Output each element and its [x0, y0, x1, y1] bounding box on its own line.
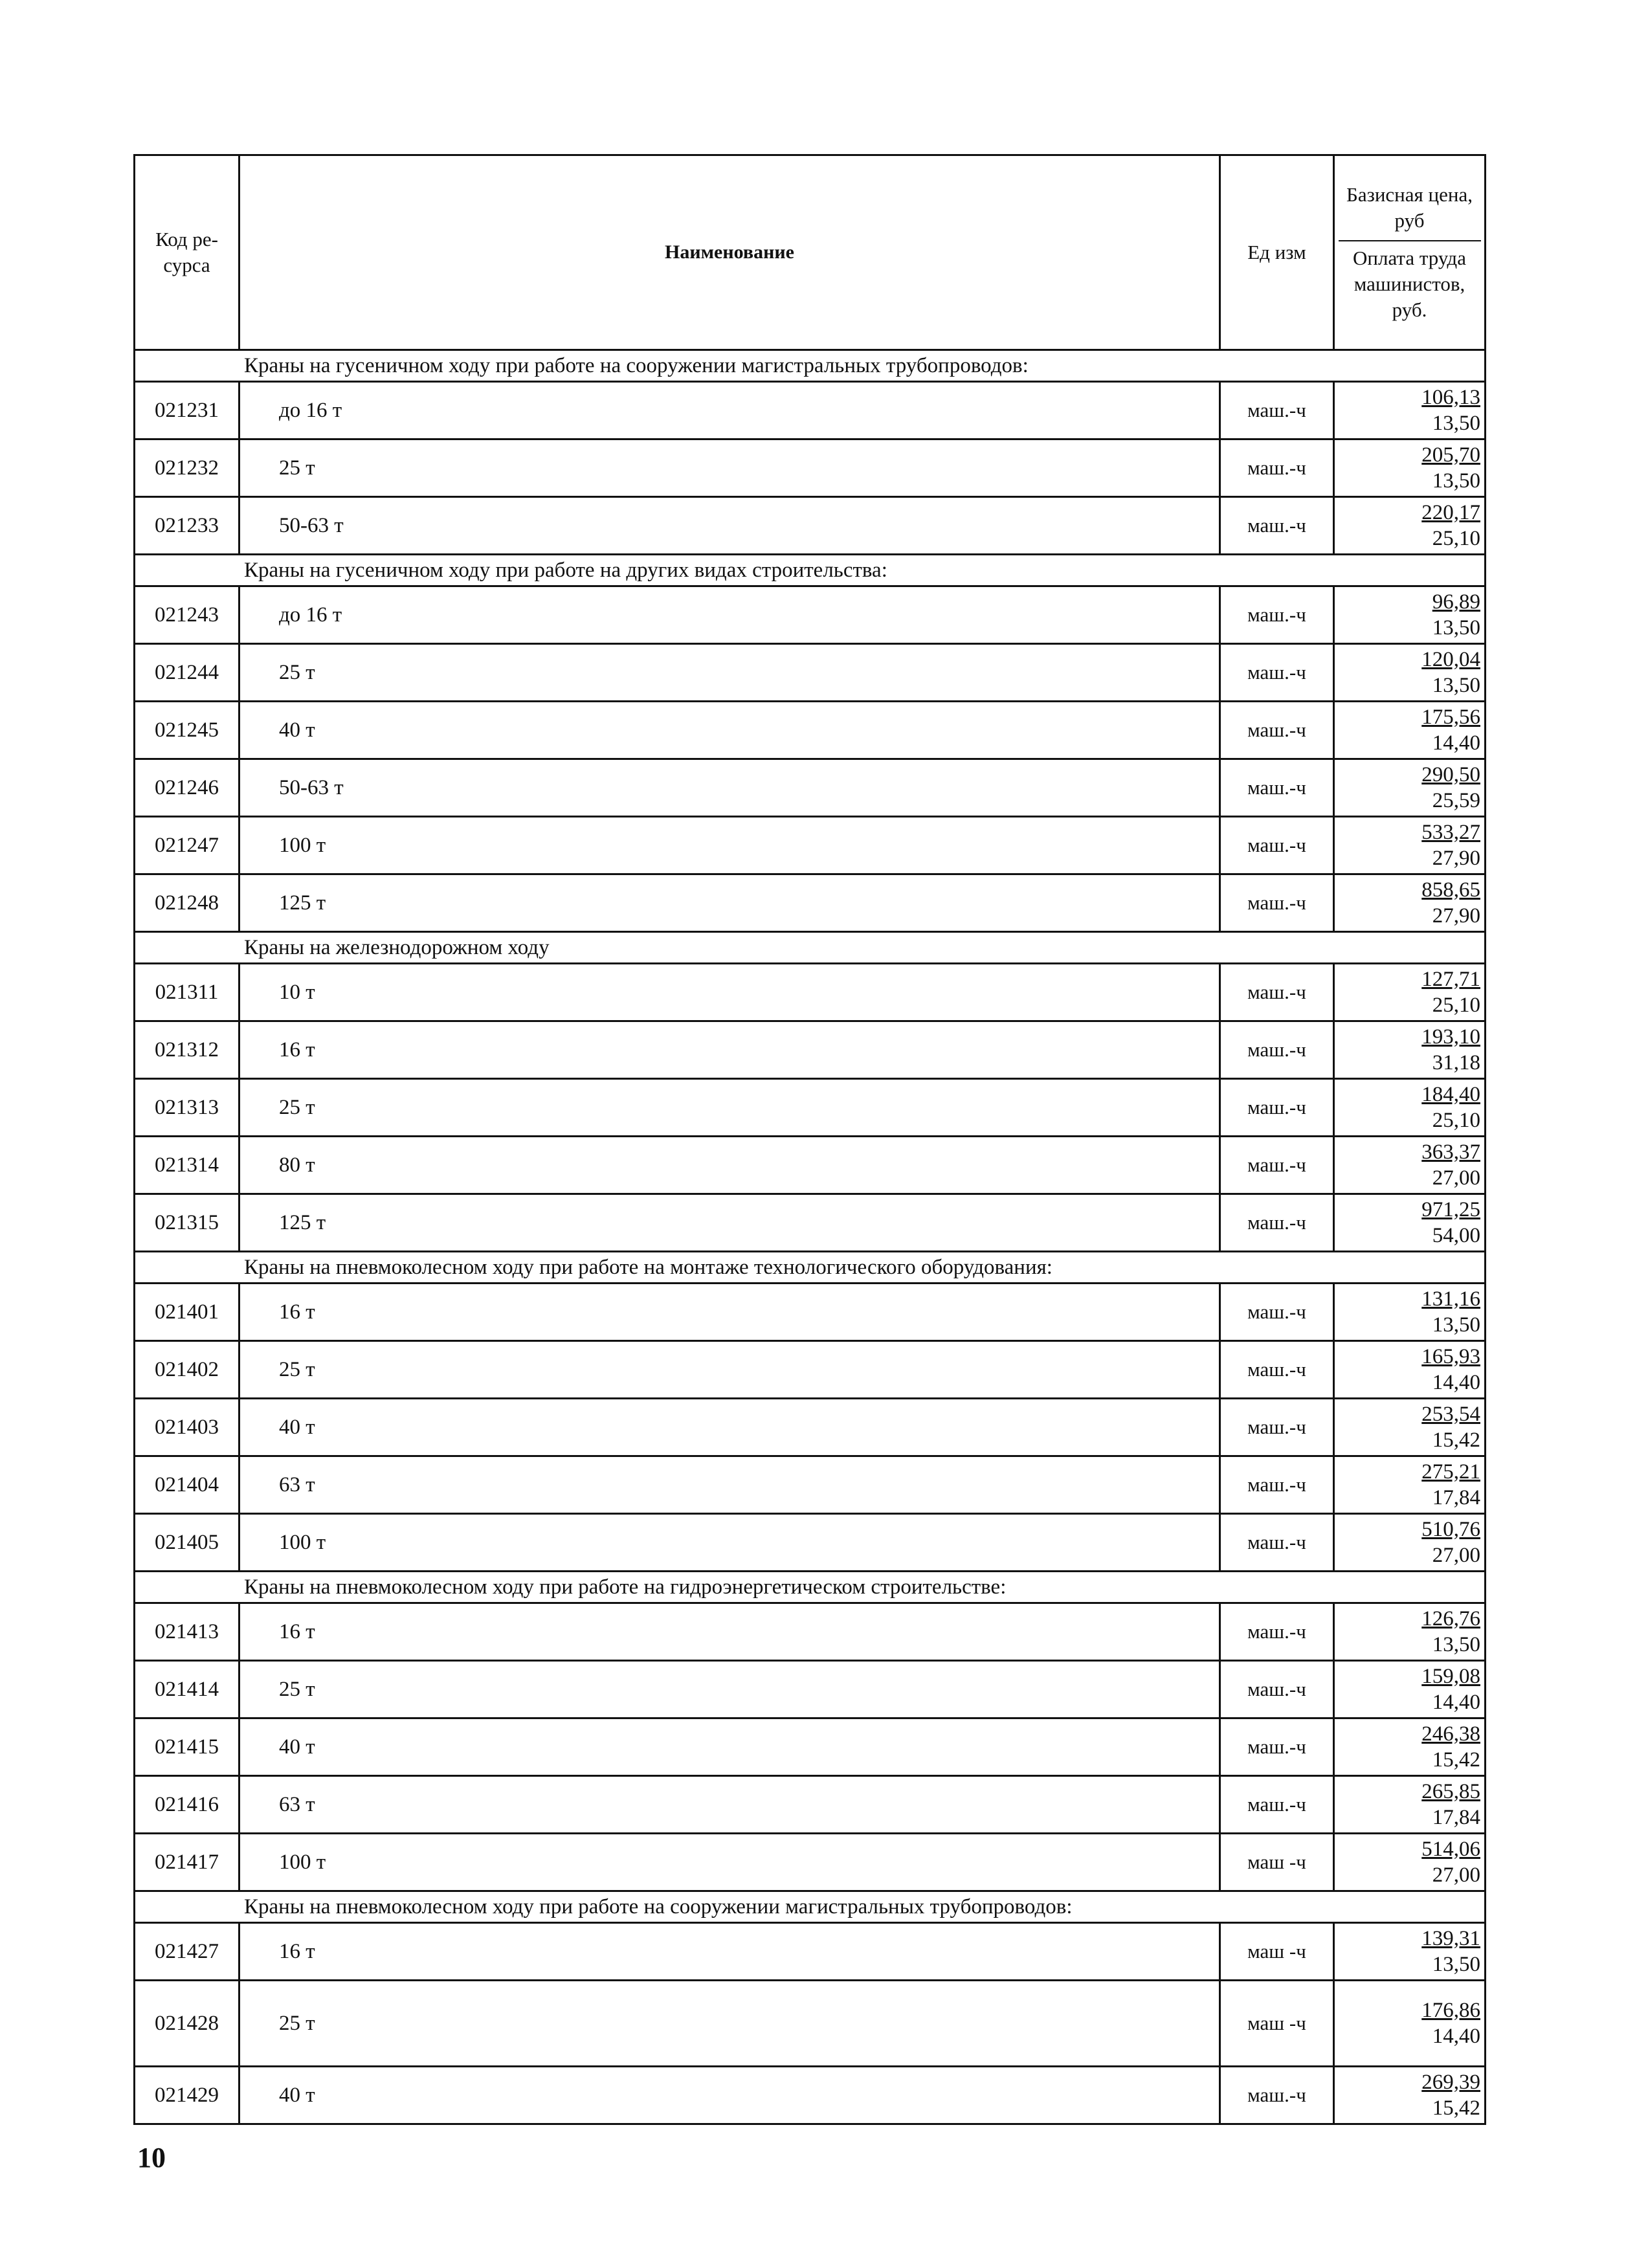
- operator-pay: 15,42: [1432, 1748, 1480, 1772]
- unit-cell: маш.-ч: [1221, 440, 1335, 496]
- price-cell: [1335, 498, 1484, 553]
- base-price: 275,21: [1421, 1460, 1480, 1484]
- resource-code: 021246: [135, 760, 240, 816]
- resource-name: 50-63 т: [240, 498, 1221, 553]
- base-price: 120,04: [1421, 648, 1480, 671]
- unit-cell: маш -ч: [1221, 1924, 1335, 1979]
- resource-code: 021427: [135, 1924, 240, 1979]
- table-row: [135, 440, 1484, 498]
- operator-pay: 13,50: [1432, 1953, 1480, 1976]
- unit-cell: маш.-ч: [1221, 1342, 1335, 1397]
- resource-name: 63 т: [240, 1457, 1221, 1513]
- resource-name: 25 т: [240, 1981, 1221, 2065]
- table-row: [135, 1195, 1484, 1252]
- resource-name: 16 т: [240, 1604, 1221, 1660]
- resource-code: 021311: [135, 964, 240, 1020]
- section-title: Краны на железнодорожном ходу: [135, 933, 1484, 964]
- resource-code: 021231: [135, 383, 240, 438]
- base-price: 220,17: [1421, 501, 1480, 524]
- base-price: 175,56: [1421, 706, 1480, 729]
- price-cell: [1335, 702, 1484, 758]
- price-cell: [1335, 1195, 1484, 1251]
- operator-pay: 27,00: [1432, 1166, 1480, 1190]
- resource-code: 021428: [135, 1981, 240, 2065]
- resource-name: 125 т: [240, 1195, 1221, 1251]
- resource-name: 16 т: [240, 1924, 1221, 1979]
- table-row: [135, 2067, 1484, 2123]
- resource-code: 021416: [135, 1777, 240, 1832]
- section-title: Краны на пневмоколесном ходу при работе на монтаже технологического оборудования:: [135, 1252, 1484, 1284]
- price-cell: [1335, 1662, 1484, 1717]
- unit-cell: маш.-ч: [1221, 1777, 1335, 1832]
- base-price: 193,10: [1421, 1025, 1480, 1049]
- price-cell: [1335, 440, 1484, 496]
- table-row: [135, 1662, 1484, 1719]
- operator-pay: 54,00: [1432, 1224, 1480, 1247]
- resource-name: 80 т: [240, 1137, 1221, 1193]
- price-cell: [1335, 645, 1484, 700]
- table-row: [135, 875, 1484, 933]
- base-price: 165,93: [1421, 1345, 1480, 1368]
- base-price: 205,70: [1421, 443, 1480, 467]
- operator-pay: 25,10: [1432, 1109, 1480, 1132]
- table-row: [135, 817, 1484, 875]
- unit-cell: маш.-ч: [1221, 1662, 1335, 1717]
- price-cell: [1335, 1924, 1484, 1979]
- resource-name: 25 т: [240, 645, 1221, 700]
- operator-pay: 27,90: [1432, 847, 1480, 870]
- resource-name: 16 т: [240, 1022, 1221, 1078]
- price-cell: [1335, 383, 1484, 438]
- operator-pay: 27,00: [1432, 1863, 1480, 1887]
- base-price: 106,13: [1421, 386, 1480, 409]
- table-row: [135, 1719, 1484, 1777]
- base-price: 514,06: [1421, 1838, 1480, 1861]
- operator-pay: 17,84: [1432, 1486, 1480, 1509]
- resource-code: 021244: [135, 645, 240, 700]
- resource-code: 021314: [135, 1137, 240, 1193]
- price-cell: [1335, 1719, 1484, 1775]
- operator-pay: 14,40: [1432, 1691, 1480, 1714]
- table-row: [135, 498, 1484, 555]
- resource-code: 021247: [135, 817, 240, 873]
- resource-code: 021232: [135, 440, 240, 496]
- price-cell: [1335, 817, 1484, 873]
- unit-cell: маш.-ч: [1221, 1284, 1335, 1340]
- table-row: [135, 587, 1484, 645]
- operator-pay: 25,10: [1432, 527, 1480, 550]
- operator-pay: 13,50: [1432, 412, 1480, 435]
- header-price: [1335, 156, 1484, 349]
- resource-name: до 16 т: [240, 383, 1221, 438]
- unit-cell: маш.-ч: [1221, 964, 1335, 1020]
- base-price: 269,39: [1421, 2071, 1480, 2094]
- resource-name: 25 т: [240, 1342, 1221, 1397]
- unit-cell: маш.-ч: [1221, 1195, 1335, 1251]
- base-price: 184,40: [1421, 1083, 1480, 1106]
- operator-pay: 13,50: [1432, 616, 1480, 639]
- operator-pay: 14,40: [1432, 1371, 1480, 1394]
- unit-cell: маш -ч: [1221, 1981, 1335, 2065]
- resource-name: 25 т: [240, 1662, 1221, 1717]
- price-cell: [1335, 1284, 1484, 1340]
- operator-pay: 15,42: [1432, 1429, 1480, 1452]
- unit-cell: маш.-ч: [1221, 587, 1335, 643]
- resource-code: 021402: [135, 1342, 240, 1397]
- header-unit: Ед изм: [1221, 156, 1335, 349]
- resource-code: 021312: [135, 1022, 240, 1078]
- base-price: 127,71: [1421, 968, 1480, 991]
- base-price: 290,50: [1421, 763, 1480, 786]
- resource-code: 021417: [135, 1834, 240, 1890]
- resource-name: 100 т: [240, 817, 1221, 873]
- base-price: 265,85: [1421, 1780, 1480, 1803]
- price-cell: [1335, 587, 1484, 643]
- operator-pay: 14,40: [1432, 731, 1480, 755]
- resource-name: до 16 т: [240, 587, 1221, 643]
- base-price: 858,65: [1421, 878, 1480, 902]
- base-price: 533,27: [1421, 821, 1480, 844]
- resource-name: 125 т: [240, 875, 1221, 931]
- table-header: [135, 156, 1484, 351]
- unit-cell: маш.-ч: [1221, 1604, 1335, 1660]
- base-price: 253,54: [1421, 1403, 1480, 1426]
- operator-pay: 25,59: [1432, 789, 1480, 812]
- resource-code: 021401: [135, 1284, 240, 1340]
- resource-code: 021233: [135, 498, 240, 553]
- table-row: [135, 964, 1484, 1022]
- unit-cell: маш.-ч: [1221, 1137, 1335, 1193]
- resource-name: 10 т: [240, 964, 1221, 1020]
- resource-name: 63 т: [240, 1777, 1221, 1832]
- price-cell: [1335, 760, 1484, 816]
- table-row: [135, 1604, 1484, 1662]
- price-cell: [1335, 1080, 1484, 1135]
- base-price: 126,76: [1421, 1607, 1480, 1630]
- resource-code: 021315: [135, 1195, 240, 1251]
- section-title: Краны на гусеничном ходу при работе на сооружении магистральных трубопроводов:: [135, 351, 1484, 383]
- unit-cell: маш.-ч: [1221, 817, 1335, 873]
- price-cell: [1335, 1604, 1484, 1660]
- resource-code: 021405: [135, 1515, 240, 1570]
- unit-cell: маш.-ч: [1221, 760, 1335, 816]
- operator-pay: 14,40: [1432, 2025, 1480, 2048]
- unit-cell: маш.-ч: [1221, 1515, 1335, 1570]
- resource-code: 021248: [135, 875, 240, 931]
- operator-pay: 13,50: [1432, 1633, 1480, 1656]
- base-price: 510,76: [1421, 1518, 1480, 1541]
- table-row: [135, 1080, 1484, 1137]
- header-name: Наименование: [240, 156, 1221, 349]
- operator-pay: 13,50: [1432, 1313, 1480, 1337]
- header-operator-pay: Оплата труда машинистов, руб.: [1353, 247, 1466, 321]
- price-cell: [1335, 1981, 1484, 2065]
- resource-code: 021414: [135, 1662, 240, 1717]
- base-price: 363,37: [1421, 1140, 1480, 1164]
- header-base-price: Базисная цена, руб: [1339, 182, 1481, 241]
- header-code: Код ре-сурса: [135, 156, 240, 349]
- base-price: 246,38: [1421, 1722, 1480, 1746]
- price-cell: [1335, 1022, 1484, 1078]
- base-price: 176,86: [1421, 1999, 1480, 2022]
- unit-cell: маш.-ч: [1221, 2067, 1335, 2123]
- table-row: [135, 1777, 1484, 1834]
- unit-cell: маш.-ч: [1221, 1457, 1335, 1513]
- operator-pay: 27,00: [1432, 1544, 1480, 1567]
- price-cell: [1335, 1342, 1484, 1397]
- price-cell: [1335, 1834, 1484, 1890]
- table-row: [135, 1515, 1484, 1572]
- resource-price-table: [133, 154, 1486, 2125]
- resource-code: 021429: [135, 2067, 240, 2123]
- resource-code: 021243: [135, 587, 240, 643]
- section-title: Краны на пневмоколесном ходу при работе на сооружении магистральных трубопроводов:: [135, 1892, 1484, 1924]
- unit-cell: маш.-ч: [1221, 702, 1335, 758]
- unit-cell: маш.-ч: [1221, 1719, 1335, 1775]
- price-cell: [1335, 1515, 1484, 1570]
- resource-name: 40 т: [240, 2067, 1221, 2123]
- section-title: Краны на пневмоколесном ходу при работе на гидроэнергетическом строительстве:: [135, 1572, 1484, 1604]
- resource-name: 40 т: [240, 1399, 1221, 1455]
- unit-cell: маш.-ч: [1221, 1022, 1335, 1078]
- unit-cell: маш.-ч: [1221, 1399, 1335, 1455]
- operator-pay: 17,84: [1432, 1806, 1480, 1829]
- price-cell: [1335, 1137, 1484, 1193]
- table-row: [135, 1834, 1484, 1892]
- resource-code: 021245: [135, 702, 240, 758]
- operator-pay: 31,18: [1432, 1051, 1480, 1074]
- table-body: [135, 351, 1484, 2123]
- table-row: [135, 1981, 1484, 2067]
- table-row: [135, 702, 1484, 760]
- resource-code: 021404: [135, 1457, 240, 1513]
- operator-pay: 27,90: [1432, 904, 1480, 928]
- table-row: [135, 1457, 1484, 1515]
- base-price: 96,89: [1432, 590, 1480, 614]
- resource-name: 100 т: [240, 1515, 1221, 1570]
- resource-name: 25 т: [240, 1080, 1221, 1135]
- table-row: [135, 383, 1484, 440]
- table-row: [135, 1284, 1484, 1342]
- operator-pay: 13,50: [1432, 469, 1480, 493]
- resource-name: 16 т: [240, 1284, 1221, 1340]
- resource-name: 100 т: [240, 1834, 1221, 1890]
- price-cell: [1335, 1457, 1484, 1513]
- unit-cell: маш.-ч: [1221, 498, 1335, 553]
- resource-name: 25 т: [240, 440, 1221, 496]
- unit-cell: маш.-ч: [1221, 645, 1335, 700]
- operator-pay: 25,10: [1432, 994, 1480, 1017]
- table-row: [135, 645, 1484, 702]
- unit-cell: маш.-ч: [1221, 1080, 1335, 1135]
- base-price: 139,31: [1421, 1927, 1480, 1950]
- base-price: 971,25: [1421, 1198, 1480, 1221]
- resource-name: 40 т: [240, 1719, 1221, 1775]
- operator-pay: 15,42: [1432, 2096, 1480, 2120]
- price-cell: [1335, 2067, 1484, 2123]
- base-price: 159,08: [1421, 1665, 1480, 1688]
- unit-cell: маш.-ч: [1221, 383, 1335, 438]
- table-row: [135, 1022, 1484, 1080]
- unit-cell: маш -ч: [1221, 1834, 1335, 1890]
- base-price: 131,16: [1421, 1287, 1480, 1311]
- table-row: [135, 1137, 1484, 1195]
- price-cell: [1335, 875, 1484, 931]
- unit-cell: маш.-ч: [1221, 875, 1335, 931]
- price-cell: [1335, 1399, 1484, 1455]
- section-title: Краны на гусеничном ходу при работе на других видах строительства:: [135, 555, 1484, 587]
- page-number: 10: [137, 2142, 166, 2174]
- resource-code: 021313: [135, 1080, 240, 1135]
- price-cell: [1335, 1777, 1484, 1832]
- resource-code: 021413: [135, 1604, 240, 1660]
- resource-name: 50-63 т: [240, 760, 1221, 816]
- table-row: [135, 1399, 1484, 1457]
- resource-name: 40 т: [240, 702, 1221, 758]
- table-row: [135, 1342, 1484, 1399]
- table-row: [135, 1924, 1484, 1981]
- resource-code: 021415: [135, 1719, 240, 1775]
- table-row: [135, 760, 1484, 817]
- operator-pay: 13,50: [1432, 674, 1480, 697]
- resource-code: 021403: [135, 1399, 240, 1455]
- price-cell: [1335, 964, 1484, 1020]
